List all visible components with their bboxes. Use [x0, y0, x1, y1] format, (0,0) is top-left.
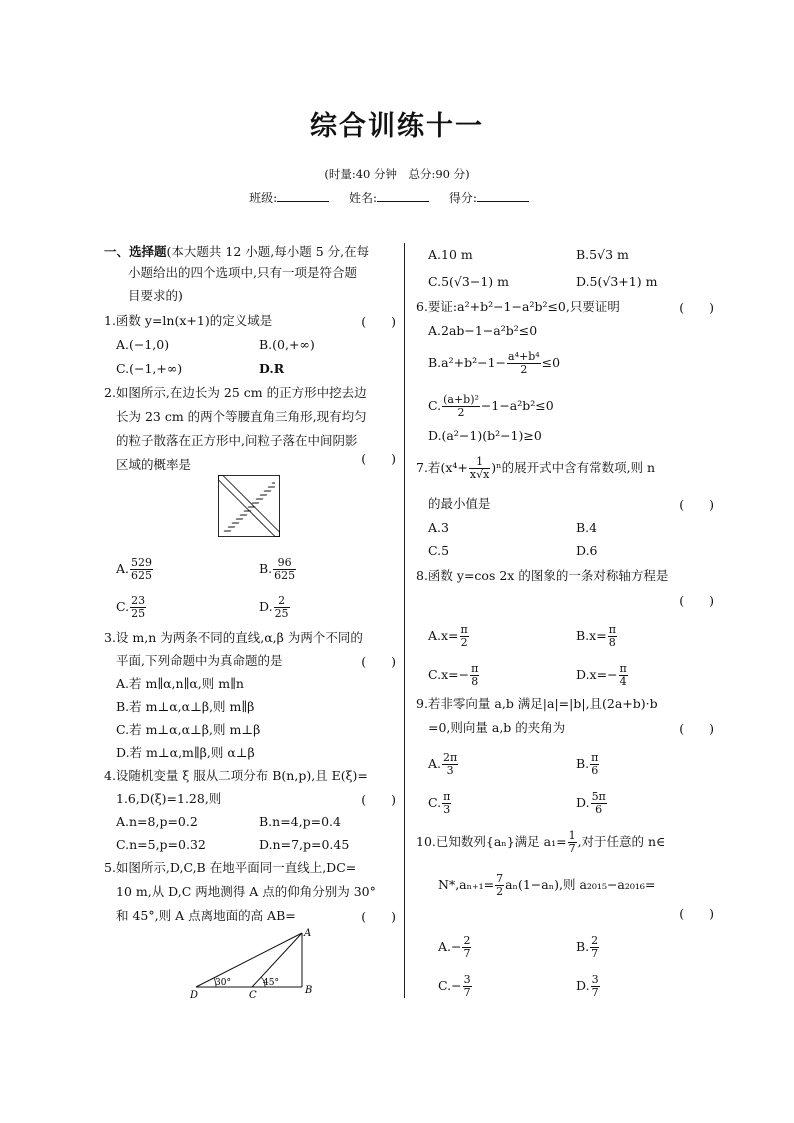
q3-line-1: 3.设 m,n 为两条不同的直线,α,β 为两个不同的: [104, 630, 363, 645]
section-desc-1: (本大题共 12 小题,每小题 5 分,在每: [166, 244, 370, 259]
q7-line-1: 7.若(x⁴+ $\frac{1}{x√x}$ )ⁿ的展开式中含有常数项,则 n: [416, 455, 656, 481]
section-desc-3: 目要求的): [128, 288, 183, 303]
q5-line-1: 5.如图所示,D,C,B 在地平面同一直线上,DC=: [104, 860, 357, 875]
q2-option-c: C. $\frac{23}{25}$: [116, 594, 146, 620]
q5-line-2: 10 m,从 D,C 两地测得 A 点的仰角分别为 30°: [116, 884, 376, 899]
q6-stem: 6.要证:a²+b²−1−a²b²≤0,只要证明: [416, 299, 620, 314]
q1-option-b: B.(0,+∞): [259, 337, 315, 352]
section-desc-2: 小题给出的四个选项中,只有一项是符合题: [128, 265, 357, 280]
q3-option-c: C.若 m⊥α,α⊥β,则 m⊥β: [116, 722, 261, 737]
q10-line-2: N*,aₙ₊₁= $\frac{7}{2}$ aₙ(1−aₙ),则 a₂₀₁₅−a₂₀₁₆=: [438, 872, 656, 898]
q7-option-a: A.3: [428, 520, 449, 535]
q4-line-1: 4.设随机变量 ξ 服从二项分布 B(n,p),且 E(ξ)=: [104, 768, 368, 783]
score-blank: [477, 190, 529, 202]
q3-line-2: 平面,下列命题中为真命题的是: [116, 653, 283, 668]
q1-stem: 1.函数 y=ln(x+1)的定义域是: [104, 313, 273, 328]
q2-option-a: A. $\frac{529}{625}$: [116, 556, 153, 582]
q4-option-b: B.n=4,p=0.4: [259, 814, 341, 829]
q5-option-d: D.5(√3+1) m: [576, 274, 658, 289]
q9-line-1: 9.若非零向量 a,b 满足|a|=|b|,且(2a+b)·b: [416, 696, 658, 711]
q1-answer-blank: ( ): [361, 314, 396, 329]
q4-option-d: D.n=7,p=0.45: [259, 837, 350, 852]
q6-option-b: B.a²+b²−1− $\frac{\text{a⁴+b⁴}}{2}$ ≤0: [428, 350, 561, 376]
q4-answer-blank: ( ): [361, 792, 396, 807]
q10-option-a: A.− $\frac{2}{7}$: [438, 934, 471, 960]
q10-line-1: 10.已知数列{aₙ}满足 a₁= $\frac{1}{7}$ ,对于任意的 n∈: [416, 829, 666, 855]
q8-option-d: D.x=− $\frac{\pi}{4}$: [576, 662, 627, 688]
q9-line-2: =0,则向量 a,b 的夹角为: [428, 720, 566, 735]
q8-option-c: C.x=− $\frac{\pi}{8}$: [428, 662, 479, 688]
fig-label-b: B: [305, 985, 313, 996]
q2-line-4: 区域的概率是: [116, 457, 192, 472]
q5-option-a: A.10 m: [428, 247, 473, 262]
q6-answer-blank: ( ): [679, 300, 714, 315]
class-blank: [277, 190, 329, 202]
q6-option-c: C. $\frac{\text{(a+b)²}}{2}$ −1−a²b²≤0: [428, 393, 554, 419]
q2-option-b: B. $\frac{96}{625}$: [259, 556, 296, 582]
fig-angle-45: 45°: [263, 978, 279, 988]
q7-option-d: D.6: [576, 543, 598, 558]
fig-angle-30: 30°: [215, 978, 231, 988]
q2-square-figure: [218, 475, 280, 537]
q9-option-d: D. $\frac{5\pi}{6}$: [576, 790, 606, 816]
q8-answer-blank: ( ): [679, 593, 714, 608]
exam-subtitle: (时量:40 分钟 总分:90 分): [324, 167, 470, 181]
name-blank: [377, 190, 429, 202]
q9-option-c: C. $\frac{\pi}{3}$: [428, 790, 451, 816]
student-info: [0, 189, 794, 206]
score-label: 得分:: [448, 191, 477, 205]
q4-option-c: C.n=5,p=0.32: [116, 837, 206, 852]
q10-answer-blank: ( ): [679, 906, 714, 921]
q10-option-b: B. $\frac{2}{7}$: [576, 934, 599, 960]
name-label: 姓名:: [348, 191, 378, 205]
q2-line-2: 长为 23 cm 的两个等腰直角三角形,现有均匀: [116, 409, 367, 424]
q6-option-a: A.2ab−1−a²b²≤0: [428, 323, 538, 338]
q7-answer-blank: ( ): [679, 497, 714, 512]
q8-option-b: B.x= $\frac{\pi}{8}$: [576, 623, 616, 649]
q9-option-b: B. $\frac{\pi}{6}$: [576, 751, 599, 777]
q7-option-b: B.4: [576, 520, 598, 535]
q3-option-a: A.若 m∥α,n∥α,则 m∥n: [116, 676, 244, 691]
q5-option-c: C.5(√3−1) m: [428, 274, 509, 289]
q4-line-2: 1.6,D(ξ)=1.28,则: [116, 791, 222, 806]
section-heading: 一、选择题: [104, 244, 167, 259]
class-label: 班级:: [249, 191, 278, 205]
q2-line-3: 的粒子散落在正方形中,问粒子落在中间阴影: [116, 433, 358, 448]
q2-answer-blank: ( ): [361, 451, 396, 466]
q2-option-d: D. $\frac{2}{25}$: [259, 594, 289, 620]
page-title: 综合训练十一: [310, 111, 484, 142]
q9-option-a: A. $\frac{2\pi}{3}$: [428, 751, 458, 777]
q1-option-c: C.(−1,+∞): [116, 361, 183, 376]
q5-option-b: B.5√3 m: [576, 247, 629, 262]
q4-option-a: A.n=8,p=0.2: [116, 814, 198, 829]
q9-answer-blank: ( ): [679, 721, 714, 736]
q5-answer-blank: ( ): [361, 909, 396, 924]
q3-option-b: B.若 m⊥α,α⊥β,则 m∥β: [116, 699, 255, 714]
q5-elevation-figure: [186, 927, 320, 999]
q1-option-d: D.R: [259, 361, 285, 376]
column-divider: [404, 243, 405, 998]
q7-line-2: 的最小值是: [428, 496, 491, 511]
q6-option-d: D.(a²−1)(b²−1)≥0: [428, 428, 542, 443]
q2-line-1: 2.如图所示,在边长为 25 cm 的正方形中挖去边: [104, 385, 367, 400]
q3-answer-blank: ( ): [361, 654, 396, 669]
q10-option-c: C.− $\frac{3}{7}$: [438, 973, 471, 999]
q1-option-a: A.(−1,0): [116, 337, 170, 352]
fig-label-a: A: [304, 928, 312, 939]
fig-label-c: C: [249, 990, 257, 999]
q10-option-d: D. $\frac{3}{7}$: [576, 973, 599, 999]
q7-option-c: C.5: [428, 543, 450, 558]
section-heading-line: [104, 243, 369, 261]
fig-label-d: D: [190, 990, 199, 999]
q3-option-d: D.若 m⊥α,m∥β,则 α⊥β: [116, 745, 255, 760]
q5-line-3: 和 45°,则 A 点离地面的高 AB=: [116, 908, 296, 923]
q8-stem: 8.函数 y=cos 2x 的图象的一条对称轴方程是: [416, 568, 669, 583]
q8-option-a: A.x= $\frac{\pi}{2}$: [428, 623, 468, 649]
